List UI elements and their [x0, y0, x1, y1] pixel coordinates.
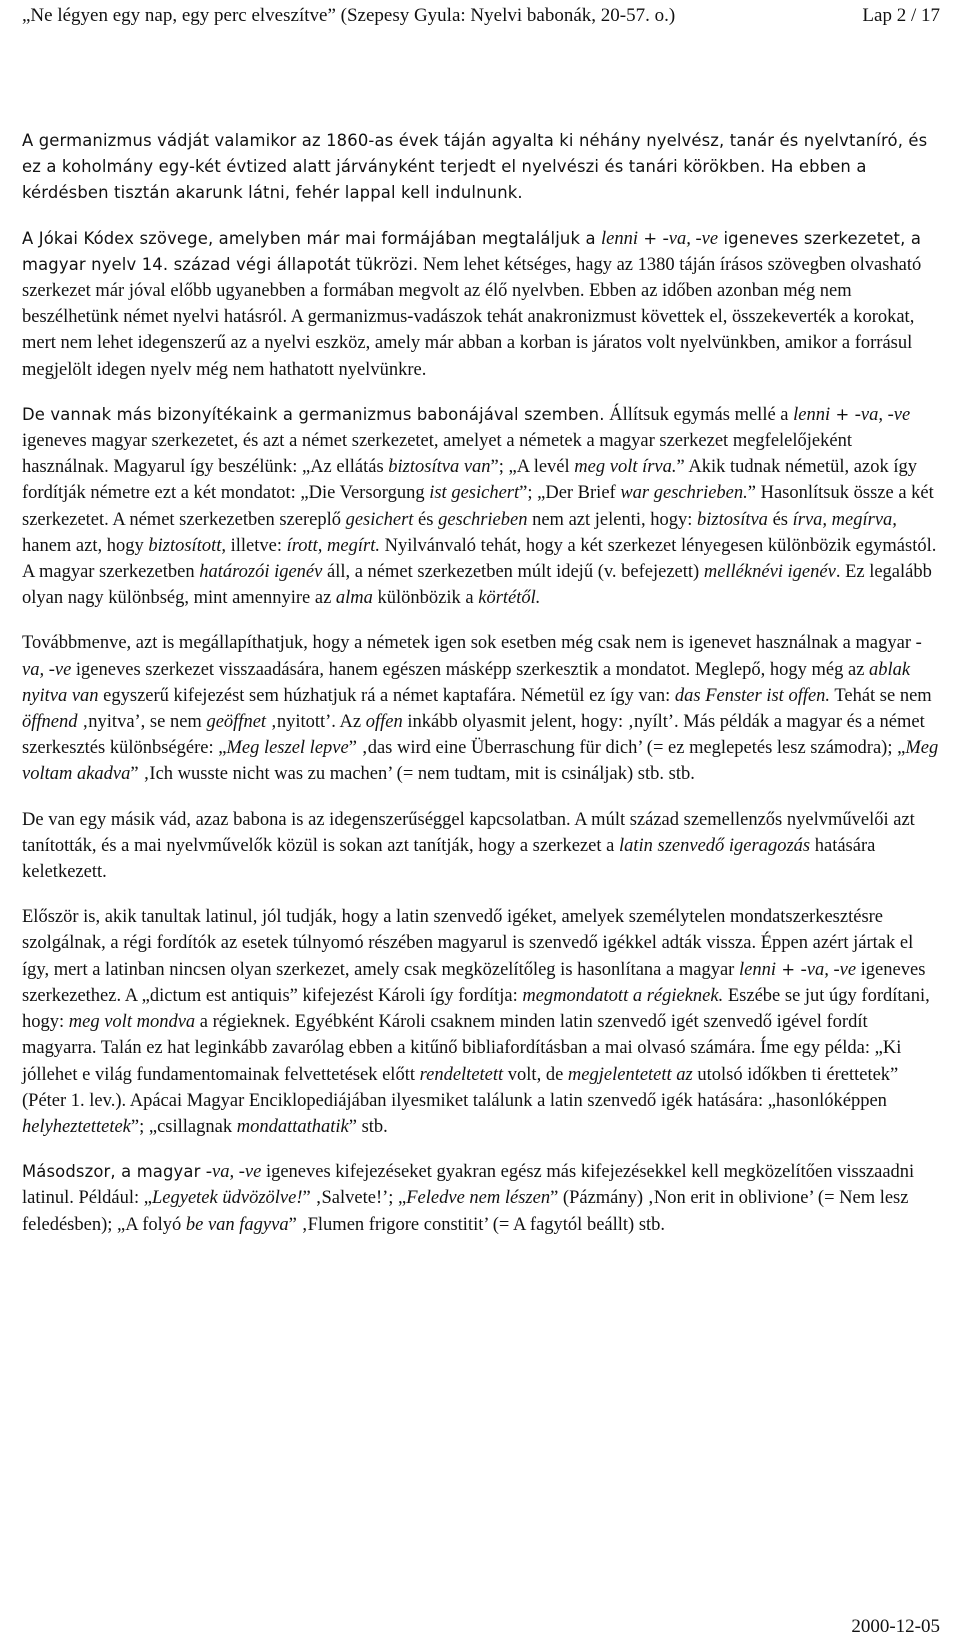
text-segment: ” ‚Ich wusste nicht was zu machen’ (= nem tudtam, mit is csináljak) stb. stb.: [130, 764, 695, 785]
text-segment: volt, de: [503, 1064, 568, 1085]
text-segment: hatására keletkezett.: [22, 835, 876, 883]
italic-text-segment: geschrieben: [438, 509, 528, 530]
italic-text-segment: -va, -ve: [800, 959, 857, 980]
text-segment: A Jókai Kódex szövege, amelyben már mai formájában megtaláljuk a: [22, 228, 602, 248]
text-segment: Nem lehet kétséges, hagy az 1380 táján írásos szövegben olvasható szerkezet már jóval előbb ugyanebben a formában megvolt az élő nyelvben. Ebben az időben azonban még nem beszélhetünk német nyelvi hatásról. A germanizmus-vadászok tehát anakronizmust követtek el, összekeverték a korokat, mert nem lehet idegenszerű az a nyelvi eszköz, amely már abban a korban is járatos volt nyelvünkben, amikor a forrásul megjelölt idegen nyelv még nem hathatott nyelvünkre.: [22, 254, 922, 380]
text-segment: Állítsuk egymás mellé a: [604, 404, 794, 425]
text-segment: ”; „Der Brief: [519, 483, 621, 504]
text-segment: ” Akik tudnak németül, azok így fordítják németre ezt a két mondatot: „Die Versorgung: [22, 457, 917, 504]
text-segment: igeneves szerkezetet, a magyar nyelv 14. század végi állapotát tükrözi.: [22, 228, 922, 274]
text-segment: ”; „A levél: [490, 457, 575, 478]
text-segment: áll, a német szerkezetben múlt idejű (v. befejezett): [322, 562, 704, 583]
page-footer-date: 2000-12-05: [851, 1616, 940, 1637]
italic-text-segment: határozói igenév: [199, 562, 323, 583]
italic-text-segment: offen: [365, 712, 403, 733]
italic-text-segment: lenni: [793, 404, 831, 425]
text-segment: a régieknek. Egyébként Károli csaknem minden latin szenvedő igét szenvedő igével fordít magyarra. Talán ez hat leginkább zavarólag ebben a kitűnő bibliafordításban a mai olvasó számára. Íme egy példa: „Ki jóllehet e világ fundamentomainak felvettetések előtt: [22, 1012, 902, 1085]
italic-text-segment: meg volt mondva: [68, 1012, 196, 1033]
italic-text-segment: -va, -ve: [662, 228, 719, 249]
italic-text-segment: alma: [335, 588, 373, 609]
page-header: [22, 4, 940, 28]
text-segment: Másodszor, a magyar: [22, 1162, 206, 1182]
document-title: „Ne légyen egy nap, egy perc elveszítve” (Szepesy Gyula: Nyelvi babonák, 20-57. o.): [22, 5, 676, 26]
italic-text-segment: megjelentetett az: [567, 1064, 693, 1085]
text-segment: igeneves magyar szerkezetet, és azt a német szerkezetet, amelyet a németek a magyar szerkezet megfelelőjeként használnak. Magyarul így beszélünk: „Az ellátás: [22, 431, 852, 478]
text-segment: ” ‚Flumen frigore constitit’ (= A fagytól beállt) stb.: [288, 1214, 666, 1235]
text-segment: igeneves szerkezethez. A „dictum est antiquis” kifejezést Károli így fordítja:: [22, 959, 926, 1006]
text-segment: és: [413, 509, 439, 530]
text-segment: ”; „csillagnak: [130, 1116, 237, 1137]
text-segment: Eszébe se jut úgy fordítani, hogy:: [22, 985, 930, 1033]
text-segment: ” Hasonlítsuk össze a két szerkezetet. A német szerkezetben szereplő: [22, 483, 934, 530]
italic-text-segment: öffnend: [22, 712, 78, 733]
text-segment: A germanizmus vádját valamikor az 1860-as évek táján agyalta ki néhány nyelvész, tanár és nyelvtaníró, és ez a koholmány egy-két évtized alatt járványként terjedt el nyelvészi és tanári körökben. Ha ebben a kérdésben tisztán akarunk látni, fehér lappal kell indulnunk.: [22, 131, 928, 203]
italic-text-segment: meg volt írva.: [574, 457, 677, 478]
text-segment: ‚nyitott’. Az: [266, 712, 366, 733]
text-segment: +: [775, 959, 801, 979]
text-segment: +: [638, 228, 663, 248]
italic-text-segment: lenni: [601, 228, 639, 249]
italic-text-segment: geöffnet: [206, 712, 267, 733]
italic-text-segment: war geschrieben.: [620, 483, 748, 504]
text-segment: egyszerű kifejezést sem húzhatjuk rá a német kaptafára. Németül ez így van:: [98, 685, 675, 706]
italic-text-segment: Feledve nem lészen: [406, 1188, 551, 1209]
italic-text-segment: ist gesichert: [429, 483, 520, 504]
text-segment: igeneves kifejezéseket gyakran egész más kifejezésekkel kell megközelítően visszaadni latinul. Például: „: [22, 1162, 915, 1209]
text-segment: +: [830, 404, 855, 424]
text-segment: ” (Pázmány) ‚Non erit in oblivione’ (= Nem lesz feledésben); „A folyó: [22, 1188, 909, 1235]
italic-text-segment: rendeltetett: [419, 1064, 504, 1085]
paragraph-7: [22, 1159, 940, 1238]
italic-text-segment: megmondatott a régieknek.: [522, 985, 724, 1006]
text-segment: nem azt jelenti, hogy:: [527, 509, 698, 530]
paragraph-1: [22, 128, 940, 207]
italic-text-segment: be van fagyva: [185, 1214, 289, 1235]
text-segment: Nyilvánvaló tehát, hogy a két szerkezet lényegesen különbözik egymástól. A magyar szerkezetben: [22, 535, 937, 583]
text-segment: De vannak más bizonyítékaink a germanizmus babonájával szemben.: [22, 404, 605, 424]
italic-text-segment: lenni: [738, 959, 776, 980]
italic-text-segment: írott, megírt.: [286, 535, 380, 556]
text-segment: inkább olyasmit jelent, hogy: ‚nyílt’. Más példák a magyar és a német szerkesztés különbségére: „: [22, 712, 925, 759]
text-segment: Tehát se nem: [830, 685, 932, 706]
italic-text-segment: biztosítva van: [388, 457, 491, 478]
paragraph-2: [22, 226, 940, 383]
text-segment: és: [767, 509, 793, 530]
italic-text-segment: melléknévi igenév: [703, 562, 836, 583]
text-segment: különbözik a: [372, 588, 479, 609]
italic-text-segment: -va, -ve: [205, 1162, 262, 1183]
text-segment: Először is, akik tanultak latinul, jól tudják, hogy a latin szenvedő igéket, amelyek személytelen mondatszerkesztésre szolgálnak, a régi fordítók az esetek túlnyomó részében magyarul is szenvedő igékkel adták vissza. Éppen azért jártak el így, mert a latinban nincsen olyan szerkezet, amely csak megközelítőleg is hasonlítana a magyar: [22, 907, 914, 980]
text-segment: ” ‚das wird eine Überraschung für dich’ (= ez meglepetés lesz számodra); „: [348, 738, 906, 759]
page-number: Lap 2 / 17: [862, 5, 940, 26]
text-segment: ‚nyitva’, se nem: [77, 712, 207, 733]
text-segment: hanem azt, hogy: [22, 535, 149, 556]
italic-text-segment: ablak nyitva van: [22, 659, 911, 706]
italic-text-segment: latin szenvedő igeragozás: [618, 835, 811, 856]
italic-text-segment: -va, -ve: [22, 633, 922, 680]
italic-text-segment: -va, -ve: [854, 404, 911, 425]
text-segment: Továbbmenve, azt is megállapíthatjuk, hogy a németek igen sok esetben még csak nem is igenevet használnak a magyar: [22, 633, 916, 654]
text-segment: De van egy másik vád, azaz babona is az idegenszerűséggel kapcsolatban. A múlt század szemellenzős nyelvművelői azt tanították, és a mai nyelvművelők közül is sokan azt tanítják, hogy a szerkezet a: [22, 809, 915, 856]
italic-text-segment: das Fenster ist offen.: [674, 685, 831, 706]
italic-text-segment: Legyetek üdvözölve!: [152, 1188, 303, 1209]
italic-text-segment: helyheztettetek: [22, 1116, 131, 1137]
italic-text-segment: mondattathatik: [236, 1116, 349, 1137]
italic-text-segment: gesichert: [345, 509, 414, 530]
paragraph-4: [22, 630, 940, 787]
paragraph-6: [22, 904, 940, 1140]
italic-text-segment: Meg voltam akadva: [22, 738, 939, 785]
text-segment: illetve:: [226, 535, 287, 556]
paragraph-3: [22, 402, 940, 612]
paragraph-5: [22, 807, 940, 886]
text-segment: . Ez legalább olyan nagy különbség, mint amennyire az: [22, 562, 932, 609]
text-segment: igeneves szerkezet visszaadására, hanem egészen másképp szerkesztik a mondatot. Meglepő, hogy még az: [71, 659, 870, 680]
text-segment: ” ‚Salvete!’; „: [302, 1188, 407, 1209]
italic-text-segment: biztosított,: [148, 535, 226, 556]
text-segment: ” stb.: [348, 1116, 388, 1137]
italic-text-segment: Meg leszel lepve: [226, 738, 349, 759]
italic-text-segment: írva, megírva,: [792, 509, 897, 530]
italic-text-segment: körtétől.: [478, 588, 541, 609]
text-segment: utolsó időkben ti érettetek” (Péter 1. lev.). Apácai Magyar Enciklopediájában ilyesmiket találunk a latin szenvedő igék hatására: „hasonlóképpen: [22, 1064, 899, 1111]
document-body: [22, 128, 940, 1257]
italic-text-segment: biztosítva: [697, 509, 768, 530]
